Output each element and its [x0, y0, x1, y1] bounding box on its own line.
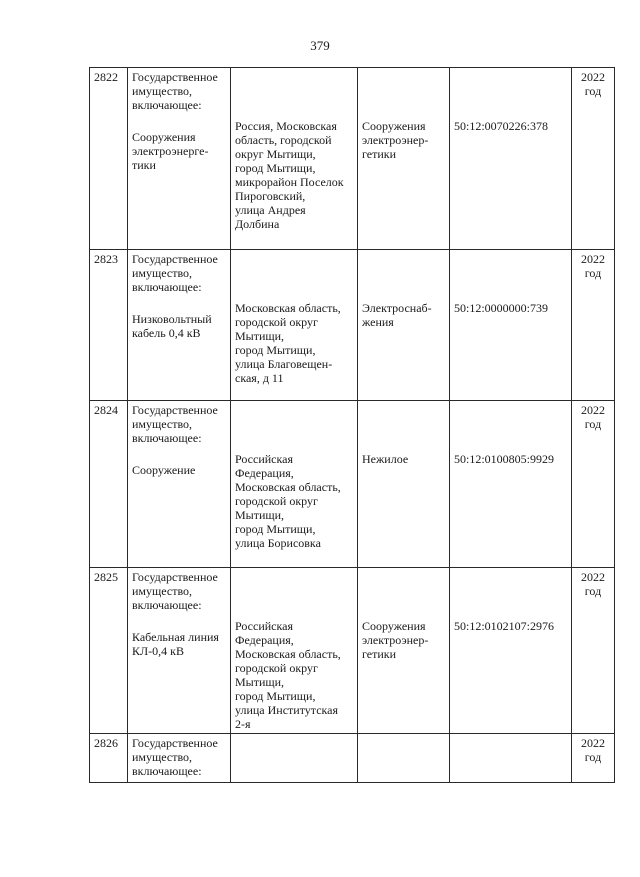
address-line: округ Мытищи,	[235, 147, 316, 161]
page-number: 379	[310, 38, 330, 53]
address-cell	[231, 568, 358, 734]
cadastral-cell	[450, 734, 572, 783]
header-line: Государственное	[132, 70, 218, 84]
header-line: Государственное	[132, 252, 218, 266]
year-value: 2022	[581, 403, 605, 417]
header-line: включающее:	[132, 280, 202, 294]
row-number: 2822	[90, 68, 128, 250]
cadastral-number: 50:12:0102107:2976	[454, 619, 555, 633]
cadastral-cell	[450, 250, 572, 401]
address-line: Мытищи,	[235, 675, 285, 689]
address-line: улица Андрея	[235, 203, 306, 217]
year-unit: год	[584, 750, 602, 764]
table-row	[90, 68, 615, 250]
year-cell	[572, 734, 615, 783]
header-line: Государственное	[132, 570, 218, 584]
address-line: город Мытищи,	[235, 343, 316, 357]
address-line: Российская	[235, 619, 293, 633]
address-line: Долбина	[235, 217, 280, 231]
row-number: 2826	[90, 734, 128, 783]
address-line: Мытищи,	[235, 508, 285, 522]
address-cell	[231, 734, 358, 783]
year-unit: год	[584, 417, 602, 431]
address-line: улица Борисовка	[235, 536, 321, 550]
object-name-line: Кабельная линия	[132, 630, 219, 644]
year-value: 2022	[581, 252, 605, 266]
purpose-cell	[358, 401, 450, 568]
cadastral-number: 50:12:0070226:378	[454, 119, 549, 133]
purpose-cell	[358, 568, 450, 734]
object-name-line: Низковольтный	[132, 312, 212, 326]
address-line: 2-я	[235, 717, 251, 731]
address-line: город Мытищи,	[235, 161, 316, 175]
object-name-line: Сооружения	[132, 130, 196, 144]
year-value: 2022	[581, 70, 605, 84]
header-line: имущество,	[132, 750, 193, 764]
address-cell	[231, 250, 358, 401]
cadastral-cell	[450, 401, 572, 568]
header-line: включающее:	[132, 764, 202, 778]
address-line: Московская область,	[235, 480, 341, 494]
header-line: имущество,	[132, 84, 193, 98]
address-line: улица Благовещен-	[235, 357, 333, 371]
address-line: город Мытищи,	[235, 689, 316, 703]
header-line: включающее:	[132, 98, 202, 112]
object-name-line: КЛ-0,4 кВ	[132, 644, 184, 658]
address-line: Федерация,	[235, 466, 294, 480]
year-cell	[572, 250, 615, 401]
address-line: улица Институтская	[235, 703, 339, 717]
property-registry-table	[89, 67, 615, 783]
object-name-line: электроэнерге-	[132, 144, 209, 158]
header-line: Государственное	[132, 736, 218, 750]
purpose-line: Нежилое	[362, 452, 409, 466]
object-name-cell	[128, 401, 231, 568]
object-name-cell	[128, 250, 231, 401]
header-line: включающее:	[132, 431, 202, 445]
table-row	[90, 734, 615, 783]
object-name-line: Сооружение	[132, 463, 196, 477]
purpose-line: электроэнер-	[362, 133, 429, 147]
row-number: 2825	[90, 568, 128, 734]
table-row	[90, 568, 615, 734]
year-unit: год	[584, 84, 602, 98]
year-cell	[572, 401, 615, 568]
address-line: городской округ	[235, 494, 318, 508]
address-line: Московская область,	[235, 647, 341, 661]
purpose-line: электроэнер-	[362, 633, 429, 647]
address-line: городской округ	[235, 661, 318, 675]
purpose-line: жения	[362, 315, 394, 329]
address-cell	[231, 401, 358, 568]
address-line: Федерация,	[235, 633, 294, 647]
cadastral-cell	[450, 568, 572, 734]
purpose-cell	[358, 250, 450, 401]
header-line: имущество,	[132, 584, 193, 598]
purpose-line: гетики	[362, 147, 397, 161]
header-line: имущество,	[132, 266, 193, 280]
object-name-line: кабель 0,4 кВ	[132, 326, 201, 340]
row-number: 2824	[90, 401, 128, 568]
year-unit: год	[584, 266, 602, 280]
address-line: Российская	[235, 452, 293, 466]
address-line: Россия, Московская	[235, 119, 337, 133]
purpose-line: Электроснаб-	[362, 301, 432, 315]
object-name-cell	[128, 68, 231, 250]
table-row	[90, 250, 615, 401]
row-number: 2823	[90, 250, 128, 401]
header-line: включающее:	[132, 598, 202, 612]
header-line: Государственное	[132, 403, 218, 417]
purpose-line: Сооружения	[362, 119, 426, 133]
year-cell	[572, 68, 615, 250]
table-row	[90, 401, 615, 568]
object-name-cell	[128, 568, 231, 734]
object-name-cell	[128, 734, 231, 783]
address-line: ская, д 11	[235, 371, 284, 385]
header-line: имущество,	[132, 417, 193, 431]
cadastral-number: 50:12:0100805:9929	[454, 452, 555, 466]
address-cell	[231, 68, 358, 250]
address-line: область, городской	[235, 133, 332, 147]
registry-body	[90, 68, 615, 783]
purpose-cell	[358, 68, 450, 250]
cadastral-number: 50:12:0000000:739	[454, 301, 549, 315]
year-value: 2022	[581, 570, 605, 584]
address-line: городской округ	[235, 315, 318, 329]
address-line: Московская область,	[235, 301, 341, 315]
address-line: Пироговский,	[235, 189, 306, 203]
purpose-cell	[358, 734, 450, 783]
year-unit: год	[584, 584, 602, 598]
year-value: 2022	[581, 736, 605, 750]
year-cell	[572, 568, 615, 734]
address-line: город Мытищи,	[235, 522, 316, 536]
address-line: микрорайон Поселок	[235, 175, 344, 189]
purpose-line: Сооружения	[362, 619, 426, 633]
address-line: Мытищи,	[235, 329, 285, 343]
object-name-line: тики	[132, 158, 156, 172]
cadastral-cell	[450, 68, 572, 250]
purpose-line: гетики	[362, 647, 397, 661]
